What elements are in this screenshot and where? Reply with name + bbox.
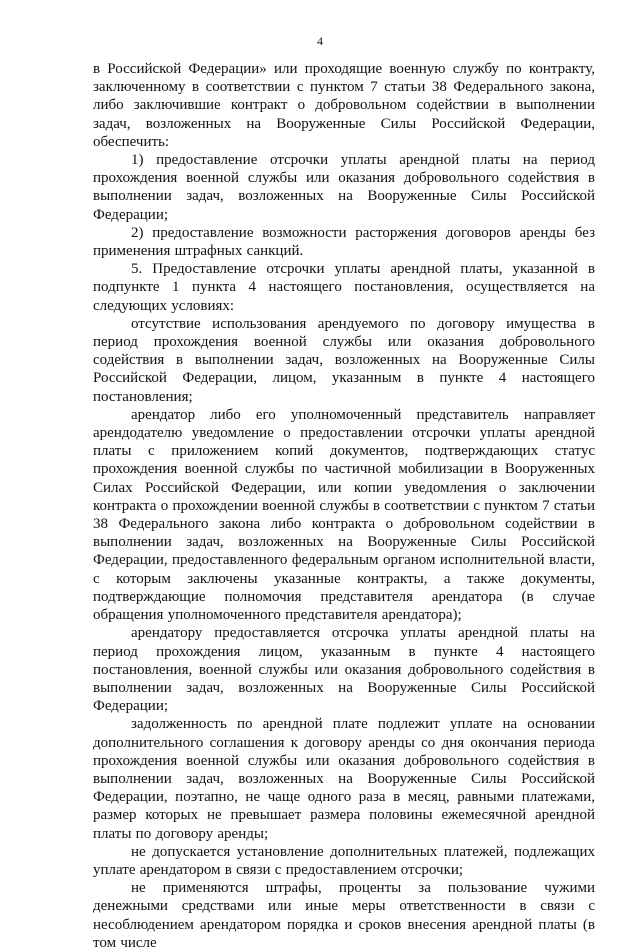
document-paragraph: 2) предоставление возможности расторжения договоров аренды без применения штрафных санкций. xyxy=(93,224,595,260)
document-paragraph: 1) предоставление отсрочки уплаты арендной платы на период прохождения военной службы или оказания добровольного содействия в выполнении задач, возложенных на Вооруженные Силы Российской Федерации; xyxy=(93,152,595,223)
document-paragraph: арендатор либо его уполномоченный представитель направляет арендодателю уведомление о предоставлении отсрочки уплаты арендной платы с приложением копий документов, подтверждающих статус прохождения военной службы по частичной мобилизации в Вооруженных Силах Российской Федерации, или копии уведомления о заключении контракта о прохождении военной службы в соответствии с пунктом 7 статьи 38 Федерального закона либо контракта о добровольном содействии в выполнении задач, возложенных на Вооруженные Силы Российской Федерации, предоставленного федеральным органом исполнительной власти, с которым заключены указанные контракты, а также документы, подтверждающие полномочия представителя арендатора (в случае обращения уполномоченного представителя арендатора); xyxy=(93,406,595,624)
document-paragraph: задолженность по арендной плате подлежит уплате на основании дополнительного соглашения к договору аренды со дня окончания периода прохождения военной службы или оказания добровольного содействия в выполнении задач, возложенных на Вооруженные Силы Российской Федерации, поэтапно, не чаще одного раза в месяц, равными платежами, размер которых не превышает размера половины ежемесячной арендной платы по договору аренды; xyxy=(93,716,595,842)
page-number: 4 xyxy=(317,34,323,48)
document-paragraph: не применяются штрафы, проценты за пользование чужими денежными средствами или иные меры ответственности в связи с несоблюдением арендатором порядка и сроков внесения арендной платы (в том числе xyxy=(93,880,595,951)
document-paragraph: в Российской Федерации» или проходящие военную службу по контракту, заключенному в соответствии с пунктом 7 статьи 38 Федерального закона, либо заключившие контракт о добровольном содействии в выполнении задач, возложенных на Вооруженные Силы Российской Федерации, обеспечить: xyxy=(93,61,595,150)
document-paragraph: отсутствие использования арендуемого по договору имущества в период прохождения военной службы или оказания добровольного содействия в выполнении задач, возложенных на Вооруженные Силы Российской Федерации, лицом, указанным в пункте 4 настоящего постановления; xyxy=(93,315,595,405)
document-paragraph: не допускается установление дополнительных платежей, подлежащих уплате арендатором в связи с предоставлением отсрочки; xyxy=(93,843,595,878)
document-body xyxy=(93,60,595,952)
document-paragraph: 5. Предоставление отсрочки уплаты арендной платы, указанной в подпункте 1 пункта 4 настоящего постановления, осуществляется на следующих условиях: xyxy=(93,261,595,314)
document-paragraph: арендатору предоставляется отсрочка уплаты арендной платы на период прохождения лицом, указанным в пункте 4 настоящего постановления, военной службы или оказания добровольного содействия в выполнении задач, возложенных на Вооруженные Силы Российской Федерации; xyxy=(93,625,595,715)
